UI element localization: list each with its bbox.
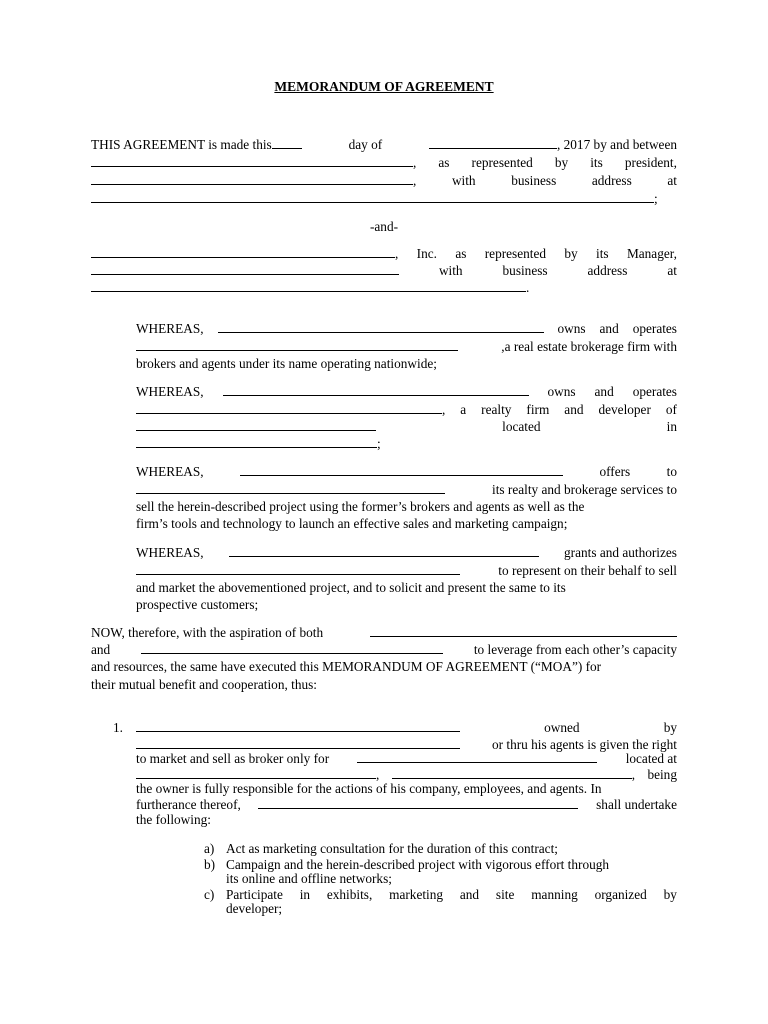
and-separator: -and- [369, 219, 399, 234]
sublist-a-marker: a) [204, 841, 215, 856]
sublist-b-text: Campaign and the herein-described project with vigorous effort through [226, 857, 610, 872]
whereas-4-line-1: WHEREAS, grants and authorizes [136, 545, 677, 560]
item-1-number: 1. [113, 720, 123, 735]
whereas-2-line-4: ; [136, 435, 381, 452]
whereas-4-line-4: prospective customers; [136, 597, 259, 612]
intro-line-3: , with business address at [91, 172, 677, 189]
whereas-3-line-4: firm’s tools and technology to launch an effective sales and marketing campaign; [136, 516, 568, 531]
sublist-c-marker: c) [204, 887, 215, 902]
now-line-4: their mutual benefit and cooperation, thus: [91, 677, 317, 692]
now-line-1: NOW, therefore, with the aspiration of both [91, 624, 677, 641]
intro-line-6: with business address at [91, 262, 677, 279]
sublist-c-text: Participate in exhibits, marketing and site manning organized by [226, 887, 677, 902]
intro-line-1: THIS AGREEMENT is made this day of , 2017 by and between [91, 137, 677, 152]
sublist-b-marker: b) [204, 857, 216, 872]
now-line-3: and resources, the same have executed this MEMORANDUM OF AGREEMENT (“MOA”) for [91, 659, 602, 674]
item-1-line-4: , , being [136, 766, 677, 783]
item-1-line-6: furtherance thereof, shall undertake [136, 797, 677, 812]
whereas-3-line-3: sell the herein-described project using the former’s brokers and agents as well as the [136, 499, 585, 514]
whereas-2-line-1: WHEREAS, owns and operates [136, 384, 677, 399]
whereas-2-line-3: located in [136, 418, 677, 435]
intro-line-5: , Inc. as represented by its Manager, [91, 245, 677, 262]
intro-line-4: ; [91, 190, 658, 207]
whereas-2-line-2: , a realty firm and developer of [136, 401, 677, 418]
intro-line-7: . [91, 279, 529, 296]
now-line-2: and to leverage from each other’s capacity [91, 642, 677, 657]
whereas-3-line-1: WHEREAS, offers to [136, 464, 677, 479]
sublist-b-text-cont: its online and offline networks; [226, 871, 392, 886]
sublist-a-text: Act as marketing consultation for the duration of this contract; [226, 841, 558, 856]
whereas-1-line-3: brokers and agents under its name operating nationwide; [136, 356, 437, 371]
intro-line-2: , as represented by its president, [91, 154, 677, 171]
item-1-line-1: owned by [136, 719, 677, 736]
whereas-1-line-2: ,a real estate brokerage firm with [136, 338, 677, 355]
whereas-1-line-1: WHEREAS, owns and operates [136, 321, 677, 336]
item-1-line-7: the following: [136, 812, 211, 827]
item-1-line-3: to market and sell as broker only for located at [136, 751, 677, 766]
whereas-4-line-2: to represent on their behalf to sell [136, 562, 677, 579]
whereas-4-line-3: and market the abovementioned project, and to solicit and present the same to its [136, 580, 566, 595]
whereas-3-line-2: its realty and brokerage services to [136, 481, 677, 498]
sublist-c-text-cont: developer; [226, 901, 283, 916]
document-title: MEMORANDUM OF AGREEMENT [274, 79, 494, 94]
item-1-line-2: or thru his agents is given the right [136, 736, 677, 753]
item-1-line-5: the owner is fully responsible for the actions of his company, employees, and agents. In [136, 781, 602, 796]
